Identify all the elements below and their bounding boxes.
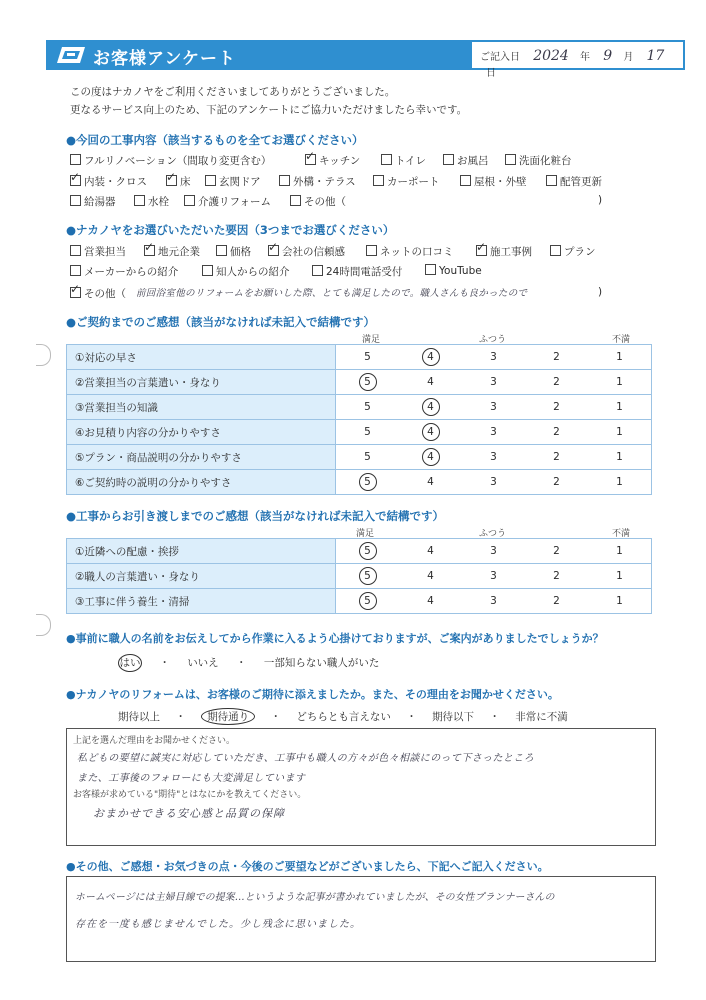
q4-rating-cell[interactable] [336, 564, 400, 589]
q3-rating-cell[interactable] [399, 420, 462, 445]
q3-rating-option: 3 [490, 451, 497, 463]
q1-option-exterior[interactable]: 外構・テラス [279, 174, 356, 189]
q3-rating-cell[interactable] [525, 345, 588, 370]
q4-rating-selected: 5 [359, 542, 377, 560]
checkbox-checked[interactable] [144, 245, 155, 256]
q3-rating-option: 2 [553, 476, 560, 488]
q3-scale-mid: ふつう [479, 335, 507, 345]
q3-heading [66, 314, 375, 330]
checkbox[interactable] [546, 175, 557, 186]
q4-rating-cell[interactable] [525, 589, 588, 614]
q3-rating-cell[interactable] [462, 345, 525, 370]
q4-row-label: ②職人の言葉遣い・身なり [67, 564, 336, 589]
q1-title: 今回の工事内容（該当するものを全てお選びください） [76, 133, 364, 147]
checkbox[interactable] [279, 175, 290, 186]
q4-rating-cell[interactable] [588, 539, 652, 564]
nakanoya-logo-icon [56, 46, 86, 64]
checkbox[interactable] [443, 154, 454, 165]
q1-option-interior[interactable]: ✓内装・クロス [70, 174, 147, 189]
q4-rating-cell[interactable] [336, 539, 400, 564]
q1-option-bath[interactable]: お風呂 [443, 153, 489, 168]
q4-rating-cell[interactable] [525, 564, 588, 589]
q7-heading [66, 858, 549, 874]
bullet-icon: ● [66, 133, 77, 147]
q3-rating-cell[interactable] [399, 445, 462, 470]
q3-rating-cell[interactable] [588, 470, 652, 495]
q3-row [67, 445, 652, 470]
q3-rating-cell[interactable] [525, 370, 588, 395]
q1-heading [66, 132, 364, 148]
q3-rating-cell[interactable] [588, 420, 652, 445]
bullet-icon: ● [66, 223, 77, 237]
q3-rating-selected: 4 [422, 448, 440, 466]
q2-option-friend[interactable]: 知人からの紹介 [202, 264, 290, 279]
day-unit: 日 [486, 68, 496, 79]
q3-rating-option: 5 [364, 451, 371, 463]
q3-rating-option: 1 [616, 476, 623, 488]
q4-rating-cell[interactable] [336, 589, 400, 614]
q3-rating-cell[interactable] [336, 420, 400, 445]
q4-rating-table [66, 538, 652, 614]
checkbox[interactable] [202, 265, 213, 276]
q3-rating-option: 5 [364, 401, 371, 413]
q4-rating-option: 3 [490, 570, 497, 582]
q1-option-faucet[interactable]: 水栓 [134, 194, 169, 209]
q6-title: ナカノヤのリフォームは、お客様のご期待に添えましたか。また、その理由をお聞かせください。 [75, 688, 559, 701]
q6-option-very-dissatisfied[interactable]: 非常に不満 [515, 711, 568, 723]
q5-options: はい ・ いいえ ・ 一部知らない職人がいた [118, 654, 379, 672]
q1-option-care[interactable]: 介護リフォーム [184, 194, 271, 209]
q3-row-label: ⑤プラン・商品説明の分かりやすさ [67, 445, 336, 470]
q4-rating-option: 2 [553, 570, 560, 582]
q3-rating-cell[interactable] [462, 370, 525, 395]
checkbox[interactable] [70, 245, 81, 256]
q2-other-handwriting: 前回浴室他のリフォームをお願いした際、とても満足したので。職人さんも良かったので [136, 288, 528, 299]
bullet-icon: ● [66, 632, 76, 645]
q1-option-floor[interactable]: ✓ 床 [166, 174, 191, 189]
q2-option-youtube[interactable]: YouTube [425, 264, 482, 277]
q3-rating-selected: 4 [422, 348, 440, 366]
entry-date [480, 48, 683, 79]
q1-other-close: ) [598, 194, 603, 206]
q7-title: その他、ご感想・お気づきの点・今後のご要望などがございましたら、下記へご記入ください。 [75, 860, 549, 873]
q6-reason-line-1: 私どもの要望に誠実に対応していただき、工事中も職人の方々が色々相談にのって下さったところ [77, 753, 535, 764]
q3-row-label: ⑥ご契約時の説明の分かりやすさ [67, 470, 336, 495]
checkbox-checked[interactable] [70, 287, 81, 298]
q6-option-above[interactable]: 期待以上 [118, 711, 160, 723]
checkbox[interactable] [425, 264, 436, 275]
bullet-icon: ● [66, 688, 76, 701]
q3-rating-cell[interactable] [462, 470, 525, 495]
q1-option-fullreno[interactable]: フルリノベーション（間取り変更含む） [70, 153, 271, 168]
checkbox[interactable] [134, 195, 145, 206]
checkbox[interactable] [205, 175, 216, 186]
punch-hole-mark [36, 614, 51, 636]
q4-rating-cell[interactable] [525, 539, 588, 564]
q4-rating-option: 4 [427, 545, 434, 557]
header-band [48, 42, 472, 68]
q3-rating-option: 5 [364, 426, 371, 438]
q3-rating-selected: 5 [359, 373, 377, 391]
q5-option-partial[interactable]: 一部知らない職人がいた [263, 657, 380, 669]
q3-title: ご契約までのご感想（該当がなければ未記入で結構です） [76, 315, 376, 329]
q4-rating-cell[interactable] [399, 539, 462, 564]
q4-scale-low: 不満 [612, 529, 631, 539]
q6-options: 期待以上 ・ 期待通り ・ どちらとも言えない ・ 期待以下 ・ 非常に不満 [118, 708, 568, 725]
q3-scale-high: 満足 [362, 335, 381, 345]
q3-rating-cell[interactable] [588, 370, 652, 395]
q3-row [67, 420, 652, 445]
q3-rating-cell[interactable] [525, 395, 588, 420]
q2-option-maker[interactable]: メーカーからの紹介 [70, 264, 178, 279]
q3-rating-option: 3 [490, 476, 497, 488]
q1-option-piping[interactable]: 配管更新 [546, 174, 602, 189]
q3-rating-cell[interactable] [399, 345, 462, 370]
q4-rating-cell[interactable] [462, 539, 525, 564]
q5-title: 事前に職人の名前をお伝えしてから作業に入るよう心掛けておりますが、ご案内がありましたでしょうか？ [75, 632, 604, 645]
q6-option-below[interactable]: 期待以下 [432, 711, 475, 723]
checkbox-checked[interactable] [166, 175, 177, 186]
checkbox-checked[interactable] [476, 245, 487, 256]
q3-rating-option: 1 [616, 401, 623, 413]
q3-row [67, 370, 652, 395]
q4-rating-option: 4 [427, 570, 434, 582]
q2-option-plan[interactable]: プラン [550, 244, 596, 259]
bullet-icon: ● [66, 860, 76, 873]
q3-rating-option: 1 [616, 351, 623, 363]
checkbox[interactable] [70, 154, 81, 165]
q6-option-as-expected[interactable]: 期待通り [201, 708, 255, 725]
q3-rating-option: 2 [553, 351, 560, 363]
checkbox[interactable] [366, 245, 377, 256]
q3-rating-cell[interactable] [462, 420, 525, 445]
q5-heading [66, 630, 604, 646]
q3-rating-selected: 5 [359, 473, 377, 491]
q3-rating-cell[interactable] [525, 420, 588, 445]
q1-option-waterheater[interactable]: 給湯器 [70, 194, 116, 209]
q3-rating-cell[interactable] [588, 395, 652, 420]
year-unit: 年 [580, 52, 591, 63]
q3-row-label: ①対応の早さ [67, 345, 336, 370]
q4-rating-option: 1 [616, 545, 623, 557]
q6-expect-text: おまかせできる安心感と品質の保障 [93, 807, 285, 820]
q3-rating-option: 2 [553, 426, 560, 438]
q6-expect-label: お客様が求めている"期待"とはなにかを教えてください。 [73, 790, 307, 800]
q4-rating-cell[interactable] [588, 564, 652, 589]
checkbox[interactable] [312, 265, 323, 276]
q3-rating-option: 1 [616, 426, 623, 438]
survey-header [46, 40, 685, 79]
checkbox[interactable] [216, 245, 227, 256]
q3-rating-option: 5 [364, 351, 371, 363]
q3-rating-option: 4 [427, 476, 434, 488]
q3-rating-cell[interactable] [462, 445, 525, 470]
punch-hole-mark [36, 344, 51, 366]
q4-rating-cell[interactable] [462, 564, 525, 589]
q3-rating-option: 3 [490, 351, 497, 363]
q3-rating-option: 2 [553, 451, 560, 463]
q2-option-cases[interactable]: ✓ 施工事例 [476, 244, 532, 259]
intro-line-2: 更なるサービス向上のため、下記のアンケートにご協力いただけましたら幸いです。 [70, 104, 468, 116]
q3-rating-cell[interactable] [588, 445, 652, 470]
q4-row [67, 539, 652, 564]
q3-row-label: ②営業担当の言葉遣い・身なり [67, 370, 336, 395]
q3-scale-low: 不満 [612, 335, 631, 345]
q2-heading [66, 222, 394, 238]
q4-rating-option: 1 [616, 595, 623, 607]
q5-option-yes[interactable]: はい [118, 654, 142, 672]
q3-rating-option: 1 [616, 376, 623, 388]
q4-rating-option: 1 [616, 570, 623, 582]
date-day: 17 [646, 48, 665, 64]
q4-row-label: ①近隣への配慮・挨拶 [67, 539, 336, 564]
checkbox[interactable] [460, 175, 471, 186]
q6-reason-line-2: また、工事後のフォローにも大変満足しています [77, 773, 306, 784]
q1-option-roof[interactable]: 屋根・外壁 [460, 174, 527, 189]
checkbox-checked[interactable] [305, 154, 316, 165]
q3-row [67, 470, 652, 495]
q4-rating-selected: 5 [359, 592, 377, 610]
checkbox[interactable] [381, 154, 392, 165]
q7-comment-line-2: 存在を一度も感じませんでした。少し残念に思いました。 [75, 919, 361, 930]
q2-option-reviews[interactable]: ネットの口コミ [366, 244, 454, 259]
q3-rating-cell[interactable] [336, 445, 400, 470]
q3-rating-selected: 4 [422, 398, 440, 416]
q4-rating-cell[interactable] [588, 589, 652, 614]
q3-rating-option: 3 [490, 376, 497, 388]
month-unit: 月 [623, 52, 634, 63]
q5-option-no[interactable]: いいえ [187, 657, 219, 669]
q4-heading [66, 508, 444, 524]
q2-option-24h[interactable]: 24時間電話受付 [312, 264, 402, 279]
q4-rating-selected: 5 [359, 567, 377, 585]
q4-rating-option: 2 [553, 545, 560, 557]
q3-rating-cell[interactable] [336, 470, 400, 495]
q6-option-neutral[interactable]: どちらとも言えない [296, 711, 391, 723]
q4-rating-option: 3 [490, 595, 497, 607]
q2-title: ナカノヤをお選びいただいた要因（3つまでお選びください） [76, 223, 395, 237]
checkbox-checked[interactable] [70, 175, 81, 186]
q1-option-carport[interactable]: カーポート [373, 174, 440, 189]
q3-rating-cell[interactable] [336, 395, 400, 420]
q4-rating-option: 4 [427, 595, 434, 607]
q2-other-close: ) [598, 286, 603, 298]
q2-option-trust[interactable]: ✓ 会社の信頼感 [268, 244, 345, 259]
checkbox[interactable] [373, 175, 384, 186]
q2-option-local[interactable]: ✓ 地元企業 [144, 244, 200, 259]
q4-rating-cell[interactable] [462, 589, 525, 614]
q3-row-label: ④お見積り内容の分かりやすさ [67, 420, 336, 445]
q3-rating-cell[interactable] [399, 370, 462, 395]
q3-rating-selected: 4 [422, 423, 440, 441]
q3-rating-option: 4 [427, 376, 434, 388]
q4-rating-option: 3 [490, 545, 497, 557]
checkbox[interactable] [70, 195, 81, 206]
q4-scale-mid: ふつう [479, 529, 507, 539]
q4-row [67, 589, 652, 614]
q3-rating-table [66, 344, 652, 495]
q1-option-door[interactable]: 玄関ドア [205, 174, 261, 189]
q1-option-washbasin[interactable]: 洗面化粧台 [505, 153, 572, 168]
q1-option-other[interactable]: その他（ [290, 194, 346, 209]
q4-title: 工事からお引き渡しまでのご感想（該当がなければ未記入で結構です） [76, 509, 445, 523]
q3-rating-cell[interactable] [399, 395, 462, 420]
q3-rating-option: 3 [490, 401, 497, 413]
q6-reason-label: 上記を選んだ理由をお聞かせください。 [73, 736, 236, 746]
bullet-icon: ● [66, 509, 77, 523]
checkbox[interactable] [550, 245, 561, 256]
q3-rating-option: 3 [490, 426, 497, 438]
q7-comment-box[interactable] [66, 876, 656, 962]
q3-rating-cell[interactable] [525, 445, 588, 470]
q7-comment-line-1: ホームページには主婦目線での提案…というような記事が書かれていましたが、その女性プランナーさんの [75, 892, 555, 903]
q2-option-price[interactable]: 価格 [216, 244, 251, 259]
checkbox[interactable] [290, 195, 301, 206]
q3-rating-option: 2 [553, 376, 560, 388]
q3-row [67, 395, 652, 420]
q6-heading [66, 686, 559, 702]
q3-rating-cell[interactable] [588, 345, 652, 370]
date-year: 2024 [533, 48, 569, 64]
q3-rating-cell[interactable] [525, 470, 588, 495]
q3-rating-cell[interactable] [399, 470, 462, 495]
q4-rating-cell[interactable] [399, 589, 462, 614]
q3-rating-cell[interactable] [462, 395, 525, 420]
date-month: 9 [603, 48, 613, 64]
q2-option-other[interactable]: ✓その他（ [70, 286, 126, 301]
q3-rating-cell[interactable] [336, 370, 400, 395]
q3-row [67, 345, 652, 370]
q4-row [67, 564, 652, 589]
checkbox[interactable] [70, 265, 81, 276]
q2-option-sales[interactable]: 営業担当 [70, 244, 126, 259]
checkbox[interactable] [184, 195, 195, 206]
q1-option-toilet[interactable]: トイレ [381, 153, 426, 168]
checkbox[interactable] [505, 154, 516, 165]
q3-rating-cell[interactable] [336, 345, 400, 370]
intro-line-1: この度はナカノヤをご利用くださいましてありがとうございました。 [70, 86, 396, 98]
q4-rating-option: 2 [553, 595, 560, 607]
q3-rating-option: 1 [616, 451, 623, 463]
q4-row-label: ③工事に伴う養生・清掃 [67, 589, 336, 614]
date-label: ご記入日 [480, 52, 520, 63]
q3-rating-option: 2 [553, 401, 560, 413]
q1-option-kitchen[interactable]: ✓ キッチン [305, 153, 360, 168]
q3-row-label: ③営業担当の知識 [67, 395, 336, 420]
q4-rating-cell[interactable] [399, 564, 462, 589]
survey-title: お客様アンケート [93, 49, 236, 69]
checkbox-checked[interactable] [268, 245, 279, 256]
q6-reason-box[interactable] [66, 728, 656, 846]
bullet-icon: ● [66, 315, 77, 329]
q4-scale-high: 満足 [356, 529, 375, 539]
